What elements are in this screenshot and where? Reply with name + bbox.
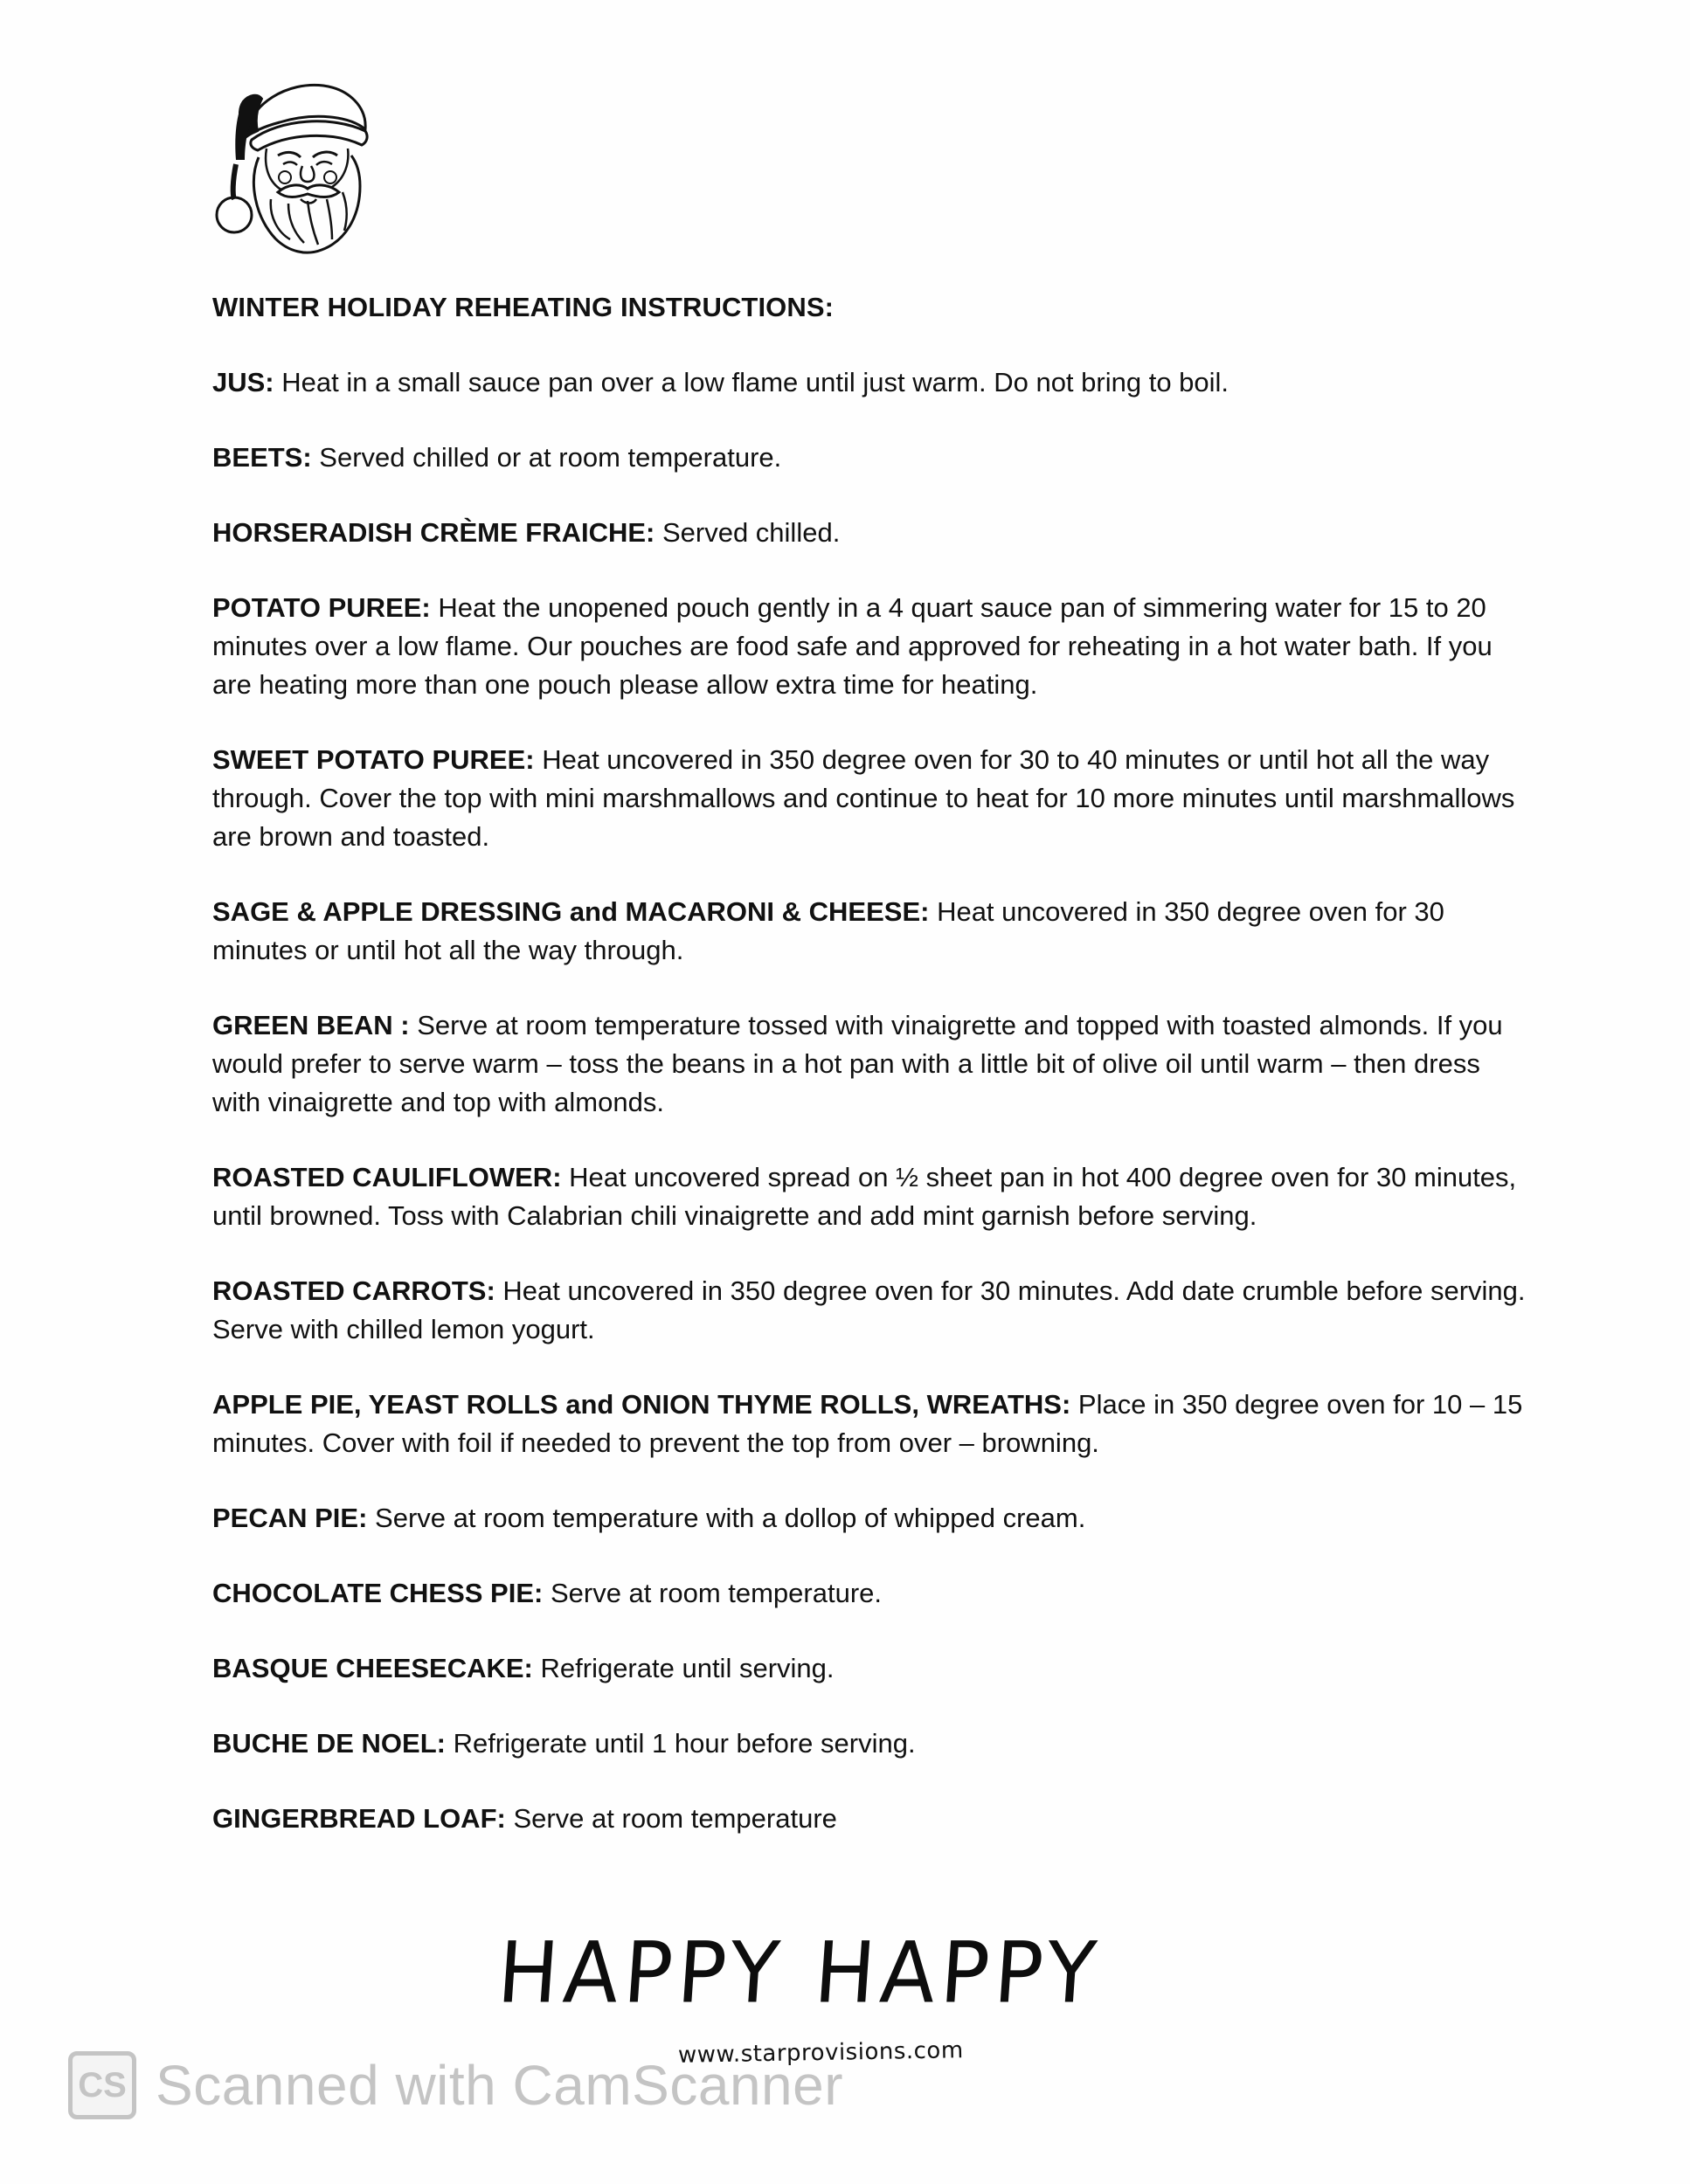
instructions-content xyxy=(212,288,1532,1875)
instruction-item-gingerbread-loaf xyxy=(212,1800,1532,1838)
item-text: Heat uncovered in 350 degree oven for 30 minutes. Add date crumble before serving. Serve with chilled lemon yogurt. xyxy=(212,1275,1526,1344)
item-text: Heat uncovered in 350 degree oven for 30 to 40 minutes or until hot all the way through. Cover the top with mini marshmallows and continue to heat for 10 more minutes until marshmallows are brown and toasted. xyxy=(212,744,1515,852)
instruction-item-horseradish xyxy=(212,514,1532,552)
document-title: WINTER HOLIDAY REHEATING INSTRUCTIONS: xyxy=(212,292,835,322)
item-text: Heat in a small sauce pan over a low flame until just warm. Do not bring to boil. xyxy=(274,367,1229,397)
instruction-item-buche-de-noel xyxy=(212,1724,1532,1763)
item-text: Refrigerate until serving. xyxy=(532,1653,835,1683)
item-label: APPLE PIE, YEAST ROLLS and ONION THYME ROLLS, WREATHS: xyxy=(212,1389,1071,1420)
item-label: BASQUE CHEESECAKE: xyxy=(212,1653,533,1683)
item-text: Serve at room temperature tossed with vinaigrette and topped with toasted almonds. If you would prefer to serve warm – toss the beans in a hot pan with a little bit of olive oil until warm – then dress with vinaigrette and top with almonds. xyxy=(212,1010,1503,1117)
item-text: Heat the unopened pouch gently in a 4 quart sauce pan of simmering water for 15 to 20 minutes over a low flame. Our pouches are food safe and approved for reheating in a hot water bath. If you are heating more than one pouch please allow extra time for heating. xyxy=(212,592,1493,700)
item-text: Heat uncovered spread on ½ sheet pan in hot 400 degree oven for 30 minutes, until browned. Toss with Calabrian chili vinaigrette and add mint garnish before serving. xyxy=(212,1162,1517,1231)
item-label: CHOCOLATE CHESS PIE: xyxy=(212,1578,544,1608)
instruction-item-dressing-macaroni xyxy=(212,893,1532,970)
instruction-item-pecan-pie xyxy=(212,1499,1532,1538)
watermark-text: Scanned with CamScanner xyxy=(156,2054,844,2117)
closing-greeting xyxy=(495,1924,1127,2022)
camscanner-watermark xyxy=(68,2051,843,2119)
instruction-item-roasted-carrots xyxy=(212,1272,1532,1349)
instruction-item-beets xyxy=(212,439,1532,477)
item-label: HORSERADISH CRÈME FRAICHE: xyxy=(212,517,655,548)
item-label: ROASTED CAULIFLOWER: xyxy=(212,1162,562,1192)
item-label: BUCHE DE NOEL: xyxy=(212,1728,446,1759)
item-text: Place in 350 degree oven for 10 – 15 minutes. Cover with foil if needed to prevent the top from over – browning. xyxy=(212,1389,1523,1458)
item-label: GINGERBREAD LOAF: xyxy=(212,1803,506,1834)
item-label: BEETS: xyxy=(212,442,312,473)
item-text: Serve at room temperature xyxy=(505,1803,837,1834)
instruction-item-jus xyxy=(212,363,1532,402)
camscanner-logo-icon: CS xyxy=(68,2051,136,2119)
instruction-item-potato-puree xyxy=(212,589,1532,704)
instruction-item-basque-cheesecake xyxy=(212,1649,1532,1688)
closing-text: HAPPY HAPPY xyxy=(495,1924,1105,2022)
instruction-item-chocolate-chess-pie xyxy=(212,1574,1532,1613)
item-text: Served chilled. xyxy=(655,517,841,548)
item-text: Refrigerate until 1 hour before serving. xyxy=(445,1728,916,1759)
item-text: Serve at room temperature with a dollop of whipped cream. xyxy=(367,1503,1086,1533)
website-link[interactable]: www.starprovisions.com xyxy=(677,2037,964,2069)
item-label: SAGE & APPLE DRESSING and MACARONI & CHEESE: xyxy=(212,896,930,927)
item-label: JUS: xyxy=(212,367,274,397)
instruction-item-sweet-potato-puree xyxy=(212,741,1532,856)
instruction-item-apple-pie-rolls xyxy=(212,1386,1532,1462)
item-text: Heat uncovered in 350 degree oven for 30 minutes or until hot all the way through. xyxy=(212,896,1444,965)
item-text: Serve at room temperature. xyxy=(543,1578,883,1608)
item-label: GREEN BEAN : xyxy=(212,1010,410,1040)
item-label: SWEET POTATO PUREE: xyxy=(212,744,535,775)
item-label: POTATO PUREE: xyxy=(212,592,431,623)
instruction-item-roasted-cauliflower xyxy=(212,1158,1532,1235)
item-label: PECAN PIE: xyxy=(212,1503,368,1533)
item-label: ROASTED CARROTS: xyxy=(212,1275,495,1306)
santa-claus-icon xyxy=(210,77,384,260)
instruction-item-green-bean xyxy=(212,1006,1532,1122)
item-text: Served chilled or at room temperature. xyxy=(311,442,782,473)
